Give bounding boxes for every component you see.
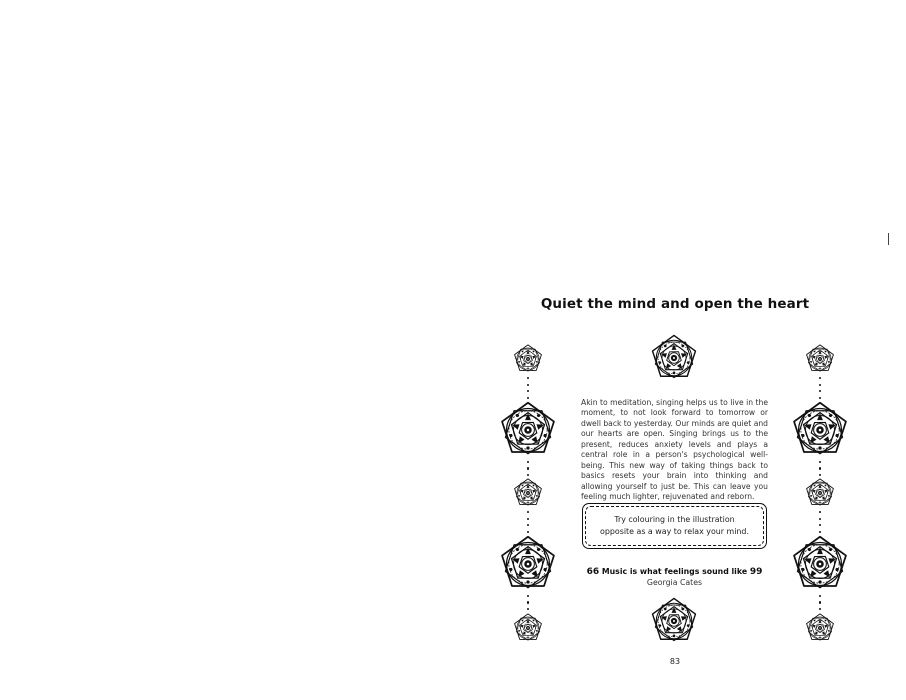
rose-mandala-icon — [513, 613, 543, 643]
rose-mandala-icon — [805, 478, 835, 508]
dotted-line — [818, 511, 822, 533]
open-quote-mark: 66 — [586, 567, 600, 577]
rose-mandala-icon — [650, 334, 698, 382]
quote-block — [581, 567, 768, 588]
page-title: Quiet the mind and open the heart — [540, 296, 810, 312]
dotted-line — [526, 595, 530, 610]
rose-mandala-icon — [499, 401, 557, 459]
page-edge-mark — [888, 233, 889, 245]
quote-text: Music is what feelings sound like — [601, 567, 748, 576]
rose-mandala-icon — [499, 535, 557, 593]
dotted-line — [818, 377, 822, 399]
dotted-line — [526, 461, 530, 476]
rose-mandala-icon — [805, 344, 835, 374]
rose-mandala-icon — [805, 613, 835, 643]
close-quote-mark: 99 — [749, 567, 763, 577]
rose-mandala-icon — [791, 535, 849, 593]
rose-mandala-icon — [513, 478, 543, 508]
dotted-line — [526, 511, 530, 533]
dotted-line — [818, 461, 822, 476]
quote-author: Georgia Cates — [646, 577, 703, 587]
dotted-line — [818, 595, 822, 610]
tip-box — [582, 503, 767, 549]
body-paragraph: Akin to meditation, singing helps us to live in the moment, to not look forward to tomorrow or dwell back to yesterday. Our minds are quiet and our hearts are open. Singing brings us to the present, reduces anxiety levels and plays a central role in a person's psychological well-being. This new way of taking things back to basics resets your brain into thinking and allowing yourself to just be. This can leave you feeling much lighter, rejuvenated and reborn. — [581, 398, 768, 502]
rose-mandala-icon — [513, 344, 543, 374]
rose-mandala-icon — [791, 401, 849, 459]
quote-line — [587, 567, 763, 576]
dotted-line — [526, 377, 530, 399]
rose-mandala-icon — [650, 597, 698, 645]
page-number: 83 — [669, 657, 681, 666]
tip-text: Try colouring in the illustration opposite as a way to relax your mind. — [600, 515, 749, 536]
